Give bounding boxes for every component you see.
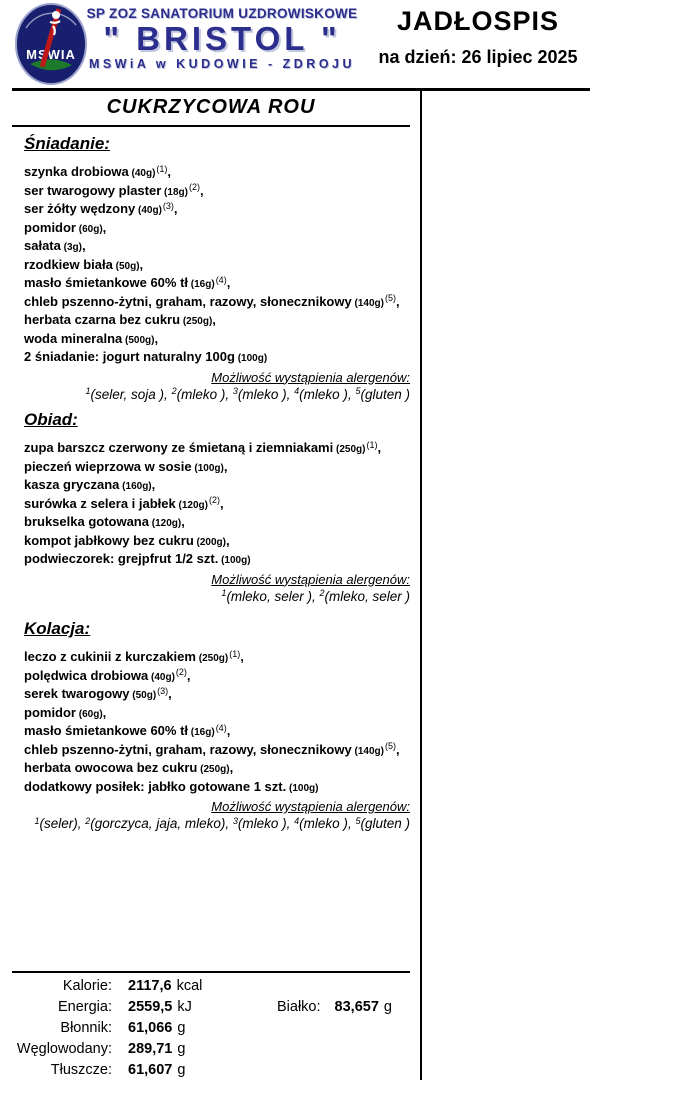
menu-item-portion: (3g) (60, 242, 82, 253)
menu-item-suffix: , (151, 477, 156, 492)
menu-item-portion: (200g) (193, 536, 226, 548)
allergen-footnote-number: 1 (221, 588, 227, 598)
nutrition-value: 61,066 (128, 1020, 173, 1036)
nutrition-unit: kcal (176, 978, 203, 994)
menu-item-suffix: , (102, 704, 107, 720)
menu-item (24, 331, 410, 350)
allergen-footnote-number: 2 (171, 386, 177, 396)
menu-item-suffix: , (229, 760, 234, 775)
menu-item-portion: (250g) (195, 653, 229, 664)
menu-item-portion: (18g) (161, 186, 188, 198)
menu-item-footnote: (1) (156, 163, 168, 174)
menu-item-suffix: , (212, 312, 216, 327)
doc-date: na dzień: 26 lipiec 2025 (378, 47, 578, 67)
nutrition-divider (12, 971, 410, 973)
nutrition-label: Węglowodany: (16, 1041, 112, 1057)
meal-items (24, 649, 410, 797)
menu-item (24, 349, 410, 368)
menu-item-portion: (16g) (188, 279, 215, 290)
menu-item (24, 312, 410, 331)
menu-item-suffix: , (81, 238, 86, 253)
menu-item-portion: (40g) (148, 671, 175, 683)
menu-item-footnote: (3) (157, 685, 169, 696)
menu-item-name: pomidor (24, 704, 76, 720)
menu-item-suffix: , (173, 201, 178, 216)
menu-item-footnote: (2) (175, 667, 187, 677)
menu-item-portion: (140g) (351, 745, 384, 757)
nutrition-side-entry (277, 998, 392, 1017)
nutrition-row (12, 998, 410, 1019)
menu-item-portion: (250g) (333, 444, 366, 455)
menu-item-name: masło śmietankowe 60% tł (24, 275, 189, 290)
menu-item-portion: (40g) (128, 168, 156, 179)
menu-item (24, 742, 410, 761)
menu-item-footnote: (5) (384, 741, 396, 751)
allergens-heading: Możliwość wystąpienia alergenów: (211, 369, 410, 385)
allergen-footnote-number: 2 (85, 815, 91, 826)
meal-section-title: Obiad: (24, 410, 78, 429)
org-header (74, 6, 370, 71)
allergens-heading: Możliwość wystąpienia alergenów: (211, 799, 410, 814)
menu-item (24, 275, 410, 294)
menu-item-name: rzodkiew biała (24, 256, 113, 272)
menu-item-suffix: , (102, 219, 107, 235)
menu-item-name: masło śmietankowe 60% tł (24, 723, 189, 738)
allergens-block (24, 572, 410, 605)
menu-item-name: podwieczorek: grejpfrut 1/2 szt. (24, 551, 219, 566)
menu-item (24, 257, 410, 276)
header-divider (12, 88, 590, 91)
allergen-footnote-number: 1 (85, 386, 91, 396)
menu-item-name: chleb pszenno-żytni, graham, razowy, słonecznikowy (24, 741, 352, 757)
menu-item-footnote: (3) (162, 200, 174, 211)
menu-item-footnote: (5) (384, 293, 396, 303)
menu-item-name: woda mineralna (24, 330, 123, 346)
menu-item-suffix: , (167, 164, 172, 179)
menu-item-portion: (60g) (76, 223, 103, 235)
doc-title: JADŁOSPIS (396, 6, 560, 36)
nutrition-unit: g (383, 999, 392, 1015)
nutrition-label: Białko: (277, 999, 321, 1015)
menu-item-name: ser twarogowy plaster (24, 182, 162, 198)
allergen-text: (mleko, seler ) (226, 588, 312, 604)
menu-item-name: pieczeń wieprzowa w sosie (24, 458, 192, 474)
menu-item (24, 668, 410, 687)
menu-item-portion: (50g) (112, 260, 140, 272)
menu-item-name: 2 śniadanie: jogurt naturalny 100g (24, 349, 235, 364)
allergen-text: (gluten ) (360, 386, 410, 402)
menu-item-portion: (16g) (188, 727, 215, 738)
diet-title: CUKRZYCOWA ROU (12, 96, 410, 127)
menu-item-name: ser żółty wędzony (24, 201, 136, 216)
meal-items (24, 164, 410, 368)
menu-item-name: zupa barszcz czerwony ze śmietaną i ziemniakami (24, 440, 334, 455)
menu-item (24, 477, 410, 496)
allergens-list: $^1$(seler), $^2$(gorczyca, jaja, mleko), $^3$(mleko ), $^4$(mleko ), $^5$(gluten ) (34, 815, 410, 831)
nutrition-unit: g (177, 1020, 186, 1036)
menu-item (24, 496, 410, 515)
allergen-footnote-number: 3 (232, 386, 238, 396)
menu-item-name: dodatkowy posiłek: jabłko gotowane 1 szt. (24, 778, 287, 794)
menu-item-name: brukselka gotowana (24, 514, 149, 529)
menu-item (24, 705, 410, 724)
menu-item-portion: (40g) (135, 205, 162, 216)
menu-item (24, 514, 410, 533)
nutrition-label: Błonnik: (60, 1020, 112, 1036)
allergens-heading: Możliwość wystąpienia alergenów: (211, 571, 410, 587)
menu-item-name: leczo z cukinii z kurczakiem (24, 649, 196, 664)
menu-item-suffix: , (395, 741, 400, 757)
allergen-footnote-number: 3 (232, 815, 238, 826)
menu-item (24, 201, 410, 220)
menu-item-name: sałata (24, 238, 61, 253)
menu-item-name: surówka z selera i jabłek (24, 495, 176, 511)
allergen-footnote-number: 5 (355, 386, 361, 396)
allergens-block (24, 370, 410, 403)
logo-figure-head (52, 11, 60, 19)
allergen-text: (seler, soja ) (90, 386, 165, 402)
menu-item-portion: (50g) (129, 690, 157, 701)
doc-header (368, 6, 588, 68)
menu-item-suffix: , (226, 532, 230, 548)
menu-item-portion: (120g) (175, 499, 208, 511)
meal-section (24, 410, 410, 605)
menu-item-portion: (140g) (351, 297, 384, 309)
nutrition-value: 289,71 (128, 1041, 173, 1057)
menu-item (24, 533, 410, 552)
menu-item-name: chleb pszenno-żytni, graham, razowy, słonecznikowy (24, 293, 352, 309)
menu-item-suffix: , (377, 440, 382, 455)
menu-item (24, 164, 410, 183)
allergen-footnote-number: 2 (319, 588, 325, 598)
menu-item-suffix: , (226, 723, 231, 738)
menu-item (24, 760, 410, 779)
nutrition-row (12, 1019, 410, 1040)
nutrition-value: 83,657 (334, 999, 379, 1015)
menu-item (24, 294, 410, 313)
allergen-footnote-number: 4 (294, 815, 300, 826)
menu-item (24, 238, 410, 257)
menu-item-portion: (120g) (148, 518, 182, 529)
menu-item-suffix: , (154, 330, 159, 346)
allergen-text: (mleko ) (176, 386, 226, 402)
nutrition-unit: g (177, 1041, 186, 1057)
menu-item (24, 551, 410, 570)
allergen-text: (gorczyca, jaja, mleko) (90, 816, 226, 831)
menu-item (24, 183, 410, 202)
menu-item-suffix: , (223, 458, 228, 474)
menu-item-footnote: (1) (366, 439, 378, 450)
menu-item-suffix: , (199, 182, 204, 198)
menu-item-name: szynka drobiowa (24, 164, 129, 179)
menu-item (24, 459, 410, 478)
menu-item (24, 220, 410, 239)
meal-section-title: Śniadanie: (24, 134, 110, 153)
menu-item-portion: (100g) (286, 782, 319, 794)
column-divider (420, 91, 422, 1080)
allergen-text: (seler) (39, 816, 78, 831)
menu-item-suffix: , (226, 275, 231, 290)
nutrition-unit: g (177, 1062, 186, 1078)
nutrition-row (12, 1040, 410, 1061)
menu-item-portion: (100g) (234, 353, 268, 364)
nutrition-value: 61,607 (128, 1062, 173, 1078)
menu-item-suffix: , (181, 514, 185, 529)
meal-section-title: Kolacja: (24, 619, 91, 638)
menu-item (24, 686, 410, 705)
menu-item-footnote: (2) (188, 182, 200, 192)
menu-item-suffix: , (168, 686, 172, 701)
menu-item-portion: (100g) (191, 462, 224, 474)
menu-item-name: herbata owocowa bez cukru (24, 760, 198, 775)
allergen-footnote-number: 5 (355, 815, 361, 826)
logo-text: MSWIA (26, 47, 76, 62)
allergen-text: (mleko ) (299, 386, 348, 402)
allergens-list: $^1$(seler, soja ), $^2$(mleko ), $^3$(mleko ), $^4$(mleko ), $^5$(gluten ) (85, 386, 410, 402)
menu-item (24, 723, 410, 742)
meal-section (24, 619, 410, 832)
nutrition-row (12, 977, 410, 998)
nutrition-summary (12, 977, 410, 1082)
menu-item-portion: (250g) (180, 316, 213, 327)
allergen-text: (mleko ) (237, 386, 287, 402)
menu-item-footnote: (4) (215, 722, 227, 733)
menu-item-portion: (60g) (76, 708, 103, 720)
nutrition-label: Tłuszcze: (50, 1062, 112, 1078)
menu-item-suffix: , (395, 293, 400, 309)
menu-item-suffix: , (139, 256, 144, 272)
nutrition-value: 2117,6 (128, 978, 172, 994)
nutrition-label: Energia: (57, 999, 112, 1015)
org-subtitle: SP ZOZ SANATORIUM UZDROWISKOWE (86, 6, 358, 21)
meal-section (24, 134, 410, 403)
menu-item-name: kasza gryczana (24, 477, 120, 492)
menu-item-name: pomidor (24, 219, 76, 235)
menu-item-footnote: (1) (229, 648, 241, 659)
menu-item-portion: (160g) (119, 481, 152, 492)
allergen-footnote-number: 1 (34, 815, 40, 826)
nutrition-row (12, 1061, 410, 1082)
nutrition-label: Kalorie: (62, 978, 112, 994)
allergen-text: (mleko ) (237, 816, 287, 831)
menu-item (24, 440, 410, 459)
org-location: MSWiA w KUDOWIE - ZDROJU (88, 57, 356, 71)
menu-item-portion: (250g) (197, 764, 230, 775)
menu-item-suffix: , (219, 495, 224, 511)
menu-item-footnote: (2) (208, 495, 220, 505)
menu-item (24, 779, 410, 798)
allergen-text: (mleko ) (299, 816, 348, 831)
menu-item-name: polędwica drobiowa (24, 667, 149, 683)
menu-item-name: herbata czarna bez cukru (24, 312, 181, 327)
allergen-text: (gluten ) (360, 816, 410, 831)
menu-item (24, 649, 410, 668)
meal-items (24, 440, 410, 570)
menu-item-portion: (500g) (122, 334, 155, 346)
allergen-footnote-number: 4 (294, 386, 300, 396)
menu-item-portion: (100g) (218, 555, 251, 566)
org-name-bristol: " BRISTOL " (103, 20, 341, 57)
allergens-block (24, 799, 410, 832)
allergen-text: (mleko, seler ) (324, 588, 410, 604)
allergens-list: $^1$(mleko, seler ), $^2$(mleko, seler ) (221, 588, 410, 604)
nutrition-unit: kJ (177, 999, 192, 1015)
menu-item-name: kompot jabłkowy bez cukru (24, 532, 194, 548)
nutrition-value: 2559,5 (128, 999, 173, 1015)
menu-item-footnote: (4) (215, 274, 227, 285)
menu-item-name: serek twarogowy (24, 686, 130, 701)
menu-item-suffix: , (186, 667, 191, 683)
menu-item-suffix: , (240, 649, 244, 664)
